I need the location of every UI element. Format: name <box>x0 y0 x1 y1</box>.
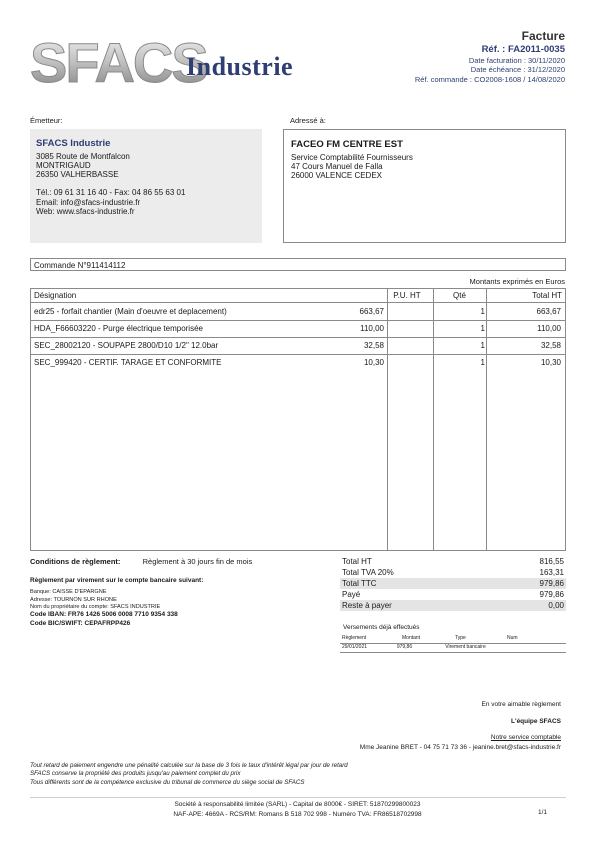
company-logo <box>28 30 318 90</box>
table-row <box>31 355 565 372</box>
sender-name: SFACS Industrie <box>36 138 111 149</box>
row-total: 10,30 <box>540 358 561 367</box>
invoice-ref: Réf. : FA2011-0035 <box>481 43 565 55</box>
row-designation: HDA_F66603220 - Purge électrique temporisée <box>34 324 203 333</box>
row-designation: SEC_28002120 - SOUPAPE 2800/D10 1/2" 12.0bar <box>34 341 219 350</box>
sender-label: Émetteur: <box>30 116 63 125</box>
row-quantity: 1 <box>480 358 485 367</box>
recipient-line-1: Service Comptabilité Fournisseurs <box>291 152 413 162</box>
header-total: Total HT <box>532 291 562 300</box>
payment-conditions-label: Conditions de règlement: <box>30 557 121 566</box>
payment-num <box>518 645 564 651</box>
row-total: 32,58 <box>540 341 561 350</box>
legal-line-1: Tout retard de paiement engendre une pénalité calculée sur la base de 3 fois le taux d'intérêt légal par jour de retard <box>30 762 348 769</box>
table-row <box>31 304 565 321</box>
sender-address-1: 3085 Route de Montfalcon <box>36 151 130 161</box>
header-designation: Désignation <box>34 291 77 300</box>
sender-tel-fax: Tél.: 09 61 31 16 40 - Fax: 04 86 55 63 01 <box>36 188 186 198</box>
payments-header-cell: Type <box>455 635 466 641</box>
sender-email: Email: info@sfacs-industrie.fr <box>36 197 141 207</box>
payments-header-cell: Num <box>507 635 518 641</box>
payment-conditions-value: Règlement à 30 jours fin de mois <box>142 557 253 566</box>
payment-date: 29/01/2021 <box>342 643 368 650</box>
team-signature: L'équipe SFACS <box>511 718 561 725</box>
accounting-service: Notre service comptable <box>490 734 561 741</box>
bank-details <box>30 577 320 628</box>
order-ref: Réf. commande : CO2008-1608 / 14/08/2020 <box>414 74 565 84</box>
total-label: Total TVA 20% <box>342 568 394 577</box>
row-unit-price: 110,00 <box>360 324 384 333</box>
recipient-line-3: 26000 VALENCE CEDEX <box>291 171 383 181</box>
order-number-box <box>30 258 566 271</box>
header-quantity: Qté <box>453 291 466 300</box>
invoice-lines-table <box>30 288 566 551</box>
payments-header <box>340 635 566 644</box>
currency-note: Montants exprimés en Euros <box>469 277 565 286</box>
total-label: Reste à payer <box>342 601 392 610</box>
closing-line: En votre aimable règlement <box>481 701 561 708</box>
total-label: Payé <box>342 590 361 599</box>
payment-amount: 979,86 <box>396 643 413 650</box>
sender-address-2: MONTRIGAUD <box>36 161 91 171</box>
footer <box>0 800 595 820</box>
footer-line-1: Société à responsabilité limitée (SARL) - Capital de 8000€ - SIRET: 51870299800023 <box>174 801 421 808</box>
row-quantity: 1 <box>480 324 485 333</box>
row-quantity: 1 <box>480 307 485 316</box>
recipient-box <box>283 129 566 243</box>
total-label: Total TTC <box>342 579 377 588</box>
row-unit-price: 10,30 <box>363 358 384 367</box>
table-header <box>31 289 565 303</box>
payment-type: Virement bancaire <box>445 643 486 650</box>
legal-notice <box>30 762 348 787</box>
footer-line-2: NAF-APE: 4669A - RCS/RM: Romans B 518 702 998 - Numéro TVA: FR86518702998 <box>173 810 422 818</box>
recipient-label: Adressé à: <box>290 116 326 125</box>
bank-address: Adresse: TOURNON SUR RHONE <box>30 596 117 603</box>
row-total: 110,00 <box>537 324 561 333</box>
total-value: 816,55 <box>539 557 564 566</box>
due-date: Date échéance : 31/12/2020 <box>470 65 565 75</box>
recipient-line-2: 47 Cours Manuel de Falla <box>291 162 383 172</box>
payment-conditions <box>30 558 320 567</box>
invoice-date: Date facturation : 30/11/2020 <box>468 55 565 65</box>
total-value: 0,00 <box>548 601 564 610</box>
total-label: Total HT <box>342 557 372 566</box>
total-tva-row <box>340 567 566 578</box>
total-ttc-row <box>340 578 566 589</box>
table-row <box>31 338 565 355</box>
header-unit-price: P.U. HT <box>393 291 421 300</box>
bank-bic: Code BIC/SWIFT: CEPAFRPP426 <box>30 619 131 627</box>
sender-web: Web: www.sfacs-industrie.fr <box>36 206 135 216</box>
payments-table <box>340 635 566 653</box>
page-number: 1/1 <box>537 809 547 816</box>
invoice-title: Facture <box>521 29 565 43</box>
order-number: Commande N°911414112 <box>34 261 126 270</box>
row-unit-price: 32,58 <box>363 341 384 350</box>
row-quantity: 1 <box>480 341 485 350</box>
payments-title: Versements déjà effectués <box>343 624 420 631</box>
bank-iban: Code IBAN: FR76 1426 5006 0008 7710 9354 338 <box>30 611 178 619</box>
legal-line-3: Tous différents sont de la compétence exclusive du tribunal de commerce du siège social de SFACS <box>30 778 305 786</box>
total-value: 979,86 <box>539 579 564 588</box>
legal-line-2: SFACS conserve la propriété des produits jusqu'au paiement complet du prix <box>30 770 241 778</box>
payments-row <box>340 644 566 653</box>
sender-box <box>30 129 262 243</box>
row-unit-price: 663,67 <box>359 307 384 316</box>
recipient-name: FACEO FM CENTRE EST <box>291 139 403 150</box>
row-total: 663,67 <box>536 307 561 316</box>
sender-address-3: 26350 VALHERBASSE <box>36 170 119 180</box>
accounting-contact: Mme Jeanine BRET - 04 75 71 73 36 - jeanine.bret@sfacs-industrie.fr <box>359 744 561 751</box>
paid-row <box>340 589 566 600</box>
invoice-header <box>415 30 565 85</box>
bank-title: Règlement par virement sur le compte bancaire suivant: <box>30 577 204 584</box>
table-row <box>31 321 565 338</box>
row-designation: SEC_999420 - CERTIF. TARAGE ET CONFORMITE <box>34 358 222 367</box>
payments-header-cell: Montant <box>402 635 421 641</box>
logo-industrie-text: Industrie <box>186 52 294 81</box>
bank-name: Banque: CAISSE D'EPARGNE <box>30 589 107 596</box>
total-ht-row <box>340 556 566 567</box>
footer-divider <box>30 797 566 798</box>
row-designation: edr25 - forfait chantier (Main d'oeuvre et deplacement) <box>34 307 227 316</box>
logo-sfacs-text: SFACS <box>30 31 207 90</box>
payments-header-cell: Règlement <box>342 635 367 641</box>
totals-block <box>340 556 566 611</box>
bank-owner: Nom du propriétaire du compte: SFACS INDUSTRIE <box>30 603 161 610</box>
total-value: 979,86 <box>539 590 564 599</box>
remaining-row <box>340 600 566 611</box>
total-value: 163,31 <box>539 568 564 577</box>
